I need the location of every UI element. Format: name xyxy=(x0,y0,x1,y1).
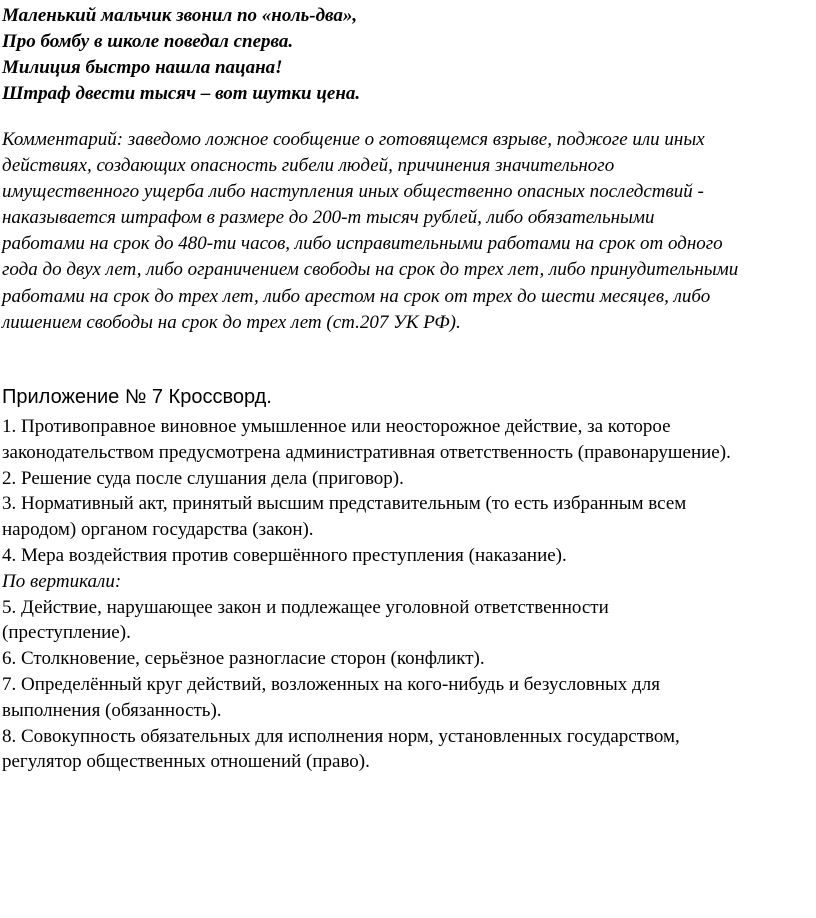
clue-line: 5. Действие, нарушающее закон и подлежащее уголовной ответственности xyxy=(2,596,609,618)
poem-line: Про бомбу в школе поведал сперва. xyxy=(2,31,294,52)
clue-line: 4. Мера воздействия против совершённого преступления (наказание). xyxy=(2,544,567,566)
vertical-subheading: По вертикали: xyxy=(2,570,122,592)
appendix-heading: Приложение № 7 Кроссворд. xyxy=(2,386,272,408)
clue-line: выполнения (обязанность). xyxy=(2,699,222,721)
clue-line: 1. Противоправное виновное умышленное или неосторожное действие, за которое xyxy=(2,416,671,437)
comment-line: года до двух лет, либо ограничением свободы на срок до трех лет, либо принудительными xyxy=(2,259,739,281)
poem-line: Маленький мальчик звонил по «ноль-два», xyxy=(2,5,358,26)
clue-line: законодательством предусмотрена административная ответственность (правонарушение). xyxy=(2,441,731,463)
comment-line: имущественного ущерба либо наступления иных общественно опасных последствий - xyxy=(2,181,704,203)
comment-line: Комментарий: заведомо ложное сообщение о готовящемся взрыве, поджоге или иных xyxy=(2,129,705,150)
clue-line: 7. Определённый круг действий, возложенных на кого-нибудь и безусловных для xyxy=(2,673,660,695)
clue-line: 3. Нормативный акт, принятый высшим представительным (то есть избранным всем xyxy=(2,493,687,515)
comment-line: наказывается штрафом в размере до 200-т тысяч рублей, либо обязательными xyxy=(2,207,655,229)
poem-line: Милиция быстро нашла пацана! xyxy=(2,57,283,78)
comment-paragraph xyxy=(2,127,816,336)
clue-line: 2. Решение суда после слушания дела (приговор). xyxy=(2,467,404,489)
comment-line: действиях, создающих опасность гибели людей, причинения значительного xyxy=(2,155,615,177)
crossword-clues xyxy=(2,414,814,775)
clue-line: 8. Совокупность обязательных для исполнения норм, установленных государством, xyxy=(2,725,680,747)
comment-line: лишением свободы на срок до трех лет (ст.207 УК РФ). xyxy=(2,311,461,333)
clue-line: 6. Столкновение, серьёзное разногласие сторон (конфликт). xyxy=(2,648,485,670)
poem-line: Штраф двести тысяч – вот шутки цена. xyxy=(2,83,361,104)
clue-line: регулятор общественных отношений (право). xyxy=(2,751,370,773)
clue-line: народом) органом государства (закон). xyxy=(2,519,314,541)
clue-line: (преступление). xyxy=(2,622,131,644)
poem xyxy=(2,3,814,107)
comment-line: работами на срок до 480-ти часов, либо исправительными работами на срок от одного xyxy=(2,233,723,255)
comment-line: работами на срок до трех лет, либо арестом на срок от трех до шести месяцев, либо xyxy=(2,285,711,307)
